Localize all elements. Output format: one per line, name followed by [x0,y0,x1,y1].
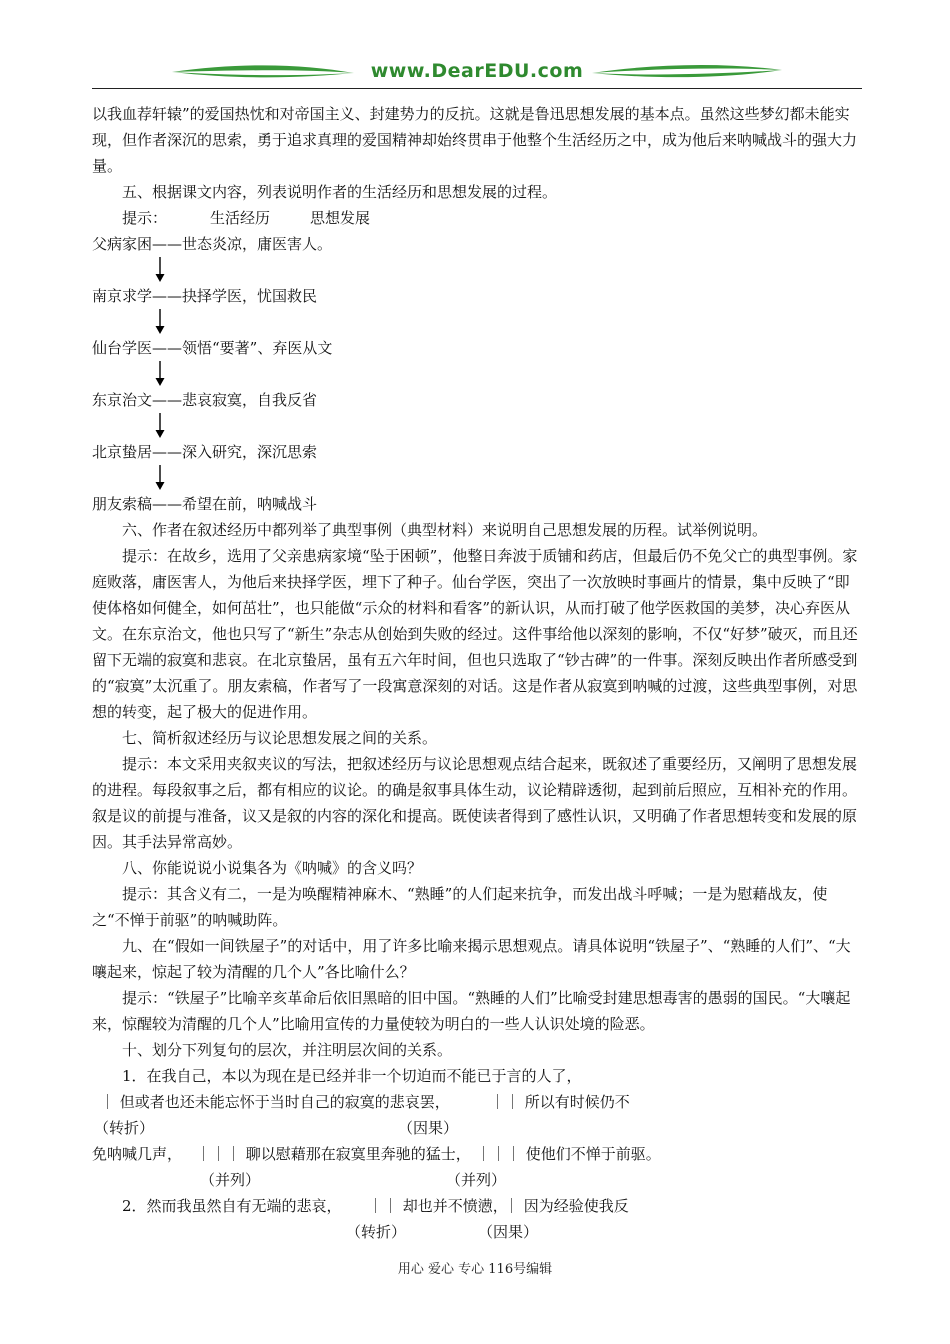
intro-paragraph: 以我血荐轩辕”的爱国热忱和对帝国主义、封建势力的反抗。这就是鲁迅思想发展的基本点。虽然这些梦幻都未能实现，但作者深沉的思索，勇于追求真理的爱国精神却始终贯串于他整个生活经历之中，成为他后来呐喊战斗的强大力量。 [92,105,858,175]
sentence-1-tags-2 [92,1167,862,1193]
q5-hint-header [92,205,862,231]
clause-text: ｜ 但或者也还未能忘怀于当时自己的寂寞的悲哀罢， [100,1093,450,1111]
relation-tag: （转折） [94,1119,155,1137]
q5-column-thought: 思想发展 [310,209,371,227]
clause-text: ｜｜ 所以有时候仍不 [490,1093,630,1111]
q5-hint-label: 提示： [122,209,168,227]
flow-step: 东京治文——悲哀寂寞，自我反省 [92,391,318,409]
header-divider [92,88,862,89]
relation-tag: （因果） [398,1119,459,1137]
flow-step: 仙台学医——领悟“要著”、弃医从文 [92,339,333,357]
answer-7: 提示：本文采用夹叙夹议的写法，把叙述经历与议论思想观点结合起来，既叙述了重要经历，又阐明了思想发展的进程。每段叙事之后，都有相应的议论。的确是叙事具体生动，议论精辟透彻，起到前后照应，互相补充的作用。叙是议的前提与准备，议又是叙的内容的深化和提高。既使读者得到了感性认识，又明确了作者思想转变和发展的原因。其手法异常高妙。 [92,755,858,851]
answer-6: 提示：在故乡，选用了父亲患病家境“坠于困顿”，他整日奔波于质铺和药店，但最后仍不免父亡的典型事例。家庭败落，庸医害人，为他后来抉择学医，埋下了种子。仙台学医，突出了一次放映时事画片的情景，集中反映了“即使体格如何健全，如何茁壮”，也只能做“示众的材料和看客”的新认识，从而打破了他学医救国的美梦，决心弃医从文。在东京治文，他也只写了“新生”杂志从创始到失败的经过。这件事给他以深刻的影响，不仅“好梦”破灭，而且还留下无端的寂寞和悲哀。在北京蛰居，虽有五六年时间，但也只选取了“钞古碑”的一件事。深刻反映出作者所感受到的“寂寞”太沉重了。朋友索稿，作者写了一段寓意深刻的对话。这是作者从寂寞到呐喊的过渡，这些典型事例，对思想的转变，起了极大的促进作用。 [92,547,858,721]
relation-tag: （并列） [446,1171,507,1189]
page-footer: 用心 爱心 专心 116号编辑 [397,1262,553,1277]
clause-text: ｜｜｜ 使他们不惮于前驱。 [476,1145,661,1163]
question-9: 九、在“假如一间铁屋子”的对话中，用了许多比喻来揭示思想观点。请具体说明“铁屋子”、“熟睡的人们”、“大嚷起来，惊起了较为清醒的几个人”各比喻什么？ [92,937,851,981]
clause-text: ｜｜｜ 聊以慰藉那在寂寞里奔驰的猛士， [196,1145,471,1163]
site-header [92,58,862,90]
relation-tag: （并列） [200,1171,261,1189]
relation-tag: （转折） [346,1223,407,1241]
flow-step: 北京蛰居——深入研究，深沉思索 [92,443,318,461]
sentence-1-line-2 [92,1089,862,1115]
question-10: 十、划分下列复句的层次，并注明层次间的关系。 [122,1041,453,1059]
flow-step: 父病家困——世态炎凉，庸医害人。 [92,235,333,253]
relation-tag: （因果） [478,1223,539,1241]
clause-text: ｜ 因为经验使我反 [504,1197,629,1215]
down-arrow-icon [92,309,862,335]
sentence-1-line-1: 1．在我自己，本以为现在是已经并非一个切迫而不能已于言的人了， [122,1067,582,1085]
down-arrow-icon [92,413,862,439]
sentence-1-line-3 [92,1141,862,1167]
clause-text: 免呐喊几声， [92,1145,183,1163]
document-body [92,101,862,1245]
sentence-2-tags-1 [92,1219,862,1245]
down-arrow-icon [92,465,862,491]
down-arrow-icon [92,257,862,283]
answer-9: 提示：“铁屋子”比喻辛亥革命后依旧黑暗的旧中国。“熟睡的人们”比喻受封建思想毒害的愚弱的国民。“大嚷起来，惊醒较为清醒的几个人”比喻用宣传的力量使较为明白的一些人认识处境的险恶。 [92,989,851,1033]
clause-text: ｜｜ 却也并不愤懑， [368,1197,508,1215]
sentence-1-tags-1 [92,1115,862,1141]
question-8: 八、你能说说小说集各为《呐喊》的含义吗？ [122,859,423,877]
question-5: 五、根据课文内容，列表说明作者的生活经历和思想发展的过程。 [122,183,558,201]
site-logo-text: www.DearEDU.com [370,60,584,82]
flow-step: 朋友索稿——希望在前，呐喊战斗 [92,495,318,513]
flow-step: 南京求学——抉择学医，忧国救民 [92,287,318,305]
question-6: 六、作者在叙述经历中都列举了典型事例（典型材料）来说明自己思想发展的历程。试举例说明。 [122,521,768,539]
q5-column-life: 生活经历 [210,209,271,227]
question-7: 七、简析叙述经历与议论思想发展之间的关系。 [122,729,438,747]
sentence-2-line-1 [92,1193,862,1219]
answer-8: 提示：其含义有二，一是为唤醒精神麻木、“熟睡”的人们起来抗争，而发出战斗呼喊；一是为慰藉战友，使之“不惮于前驱”的呐喊助阵。 [92,885,828,929]
down-arrow-icon [92,361,862,387]
clause-text: 2．然而我虽然自有无端的悲哀， [122,1197,342,1215]
